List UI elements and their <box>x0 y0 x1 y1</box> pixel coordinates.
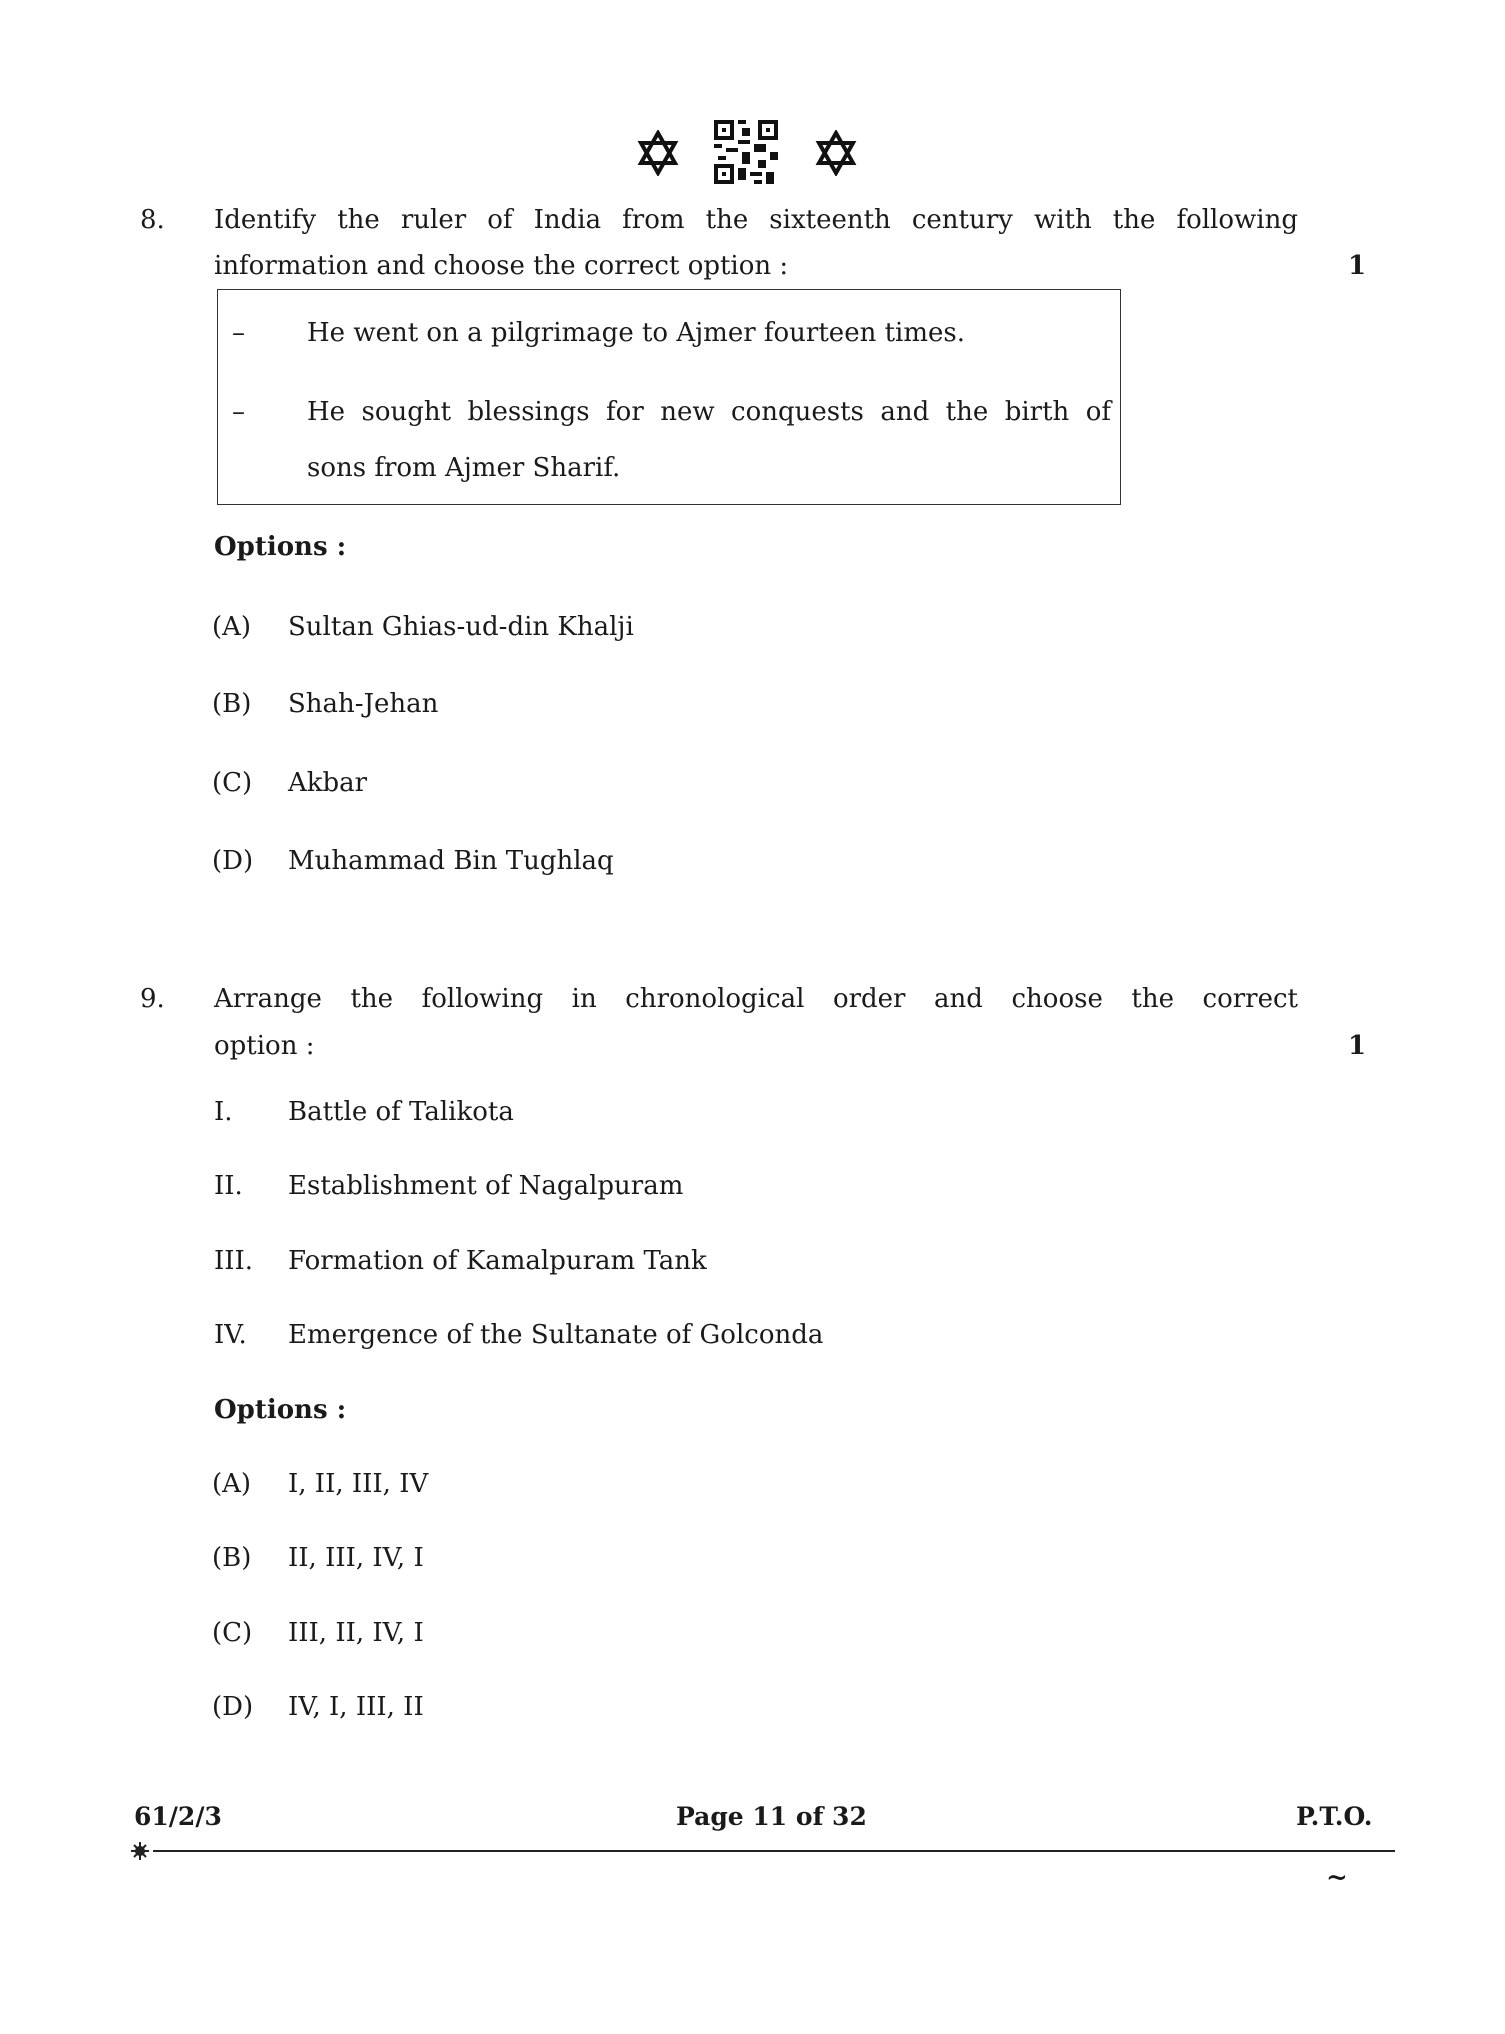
option-text: Sultan Ghias-ud-din Khalji <box>288 612 634 642</box>
clue-text: sons from Ajmer Sharif. <box>307 453 621 483</box>
question-text: information and choose the correct option : <box>214 251 789 281</box>
question-marks: 1 <box>1348 1031 1367 1061</box>
option-label: (A) <box>212 612 252 642</box>
option-text: IV, I, III, II <box>288 1692 424 1722</box>
dash: – <box>232 318 245 348</box>
item-text: Emergence of the Sultanate of Golconda <box>288 1320 824 1350</box>
option-text: III, II, IV, I <box>288 1618 424 1648</box>
clue-text: He sought blessings for new conquests and the birth of <box>307 397 1111 427</box>
paper-code: 61/2/3 <box>134 1802 222 1831</box>
item-text: Formation of Kamalpuram Tank <box>288 1246 707 1276</box>
tilde-mark: ~ <box>1326 1863 1348 1893</box>
option-label: (C) <box>212 1618 253 1648</box>
pto-label: P.T.O. <box>1296 1802 1373 1831</box>
qr-code-icon <box>714 120 778 184</box>
option-text: Muhammad Bin Tughlaq <box>288 846 614 876</box>
star-of-david-icon <box>637 130 679 176</box>
page-number: Page 11 of 32 <box>676 1802 867 1831</box>
option-text: Akbar <box>288 768 368 798</box>
star-of-david-icon <box>815 130 857 176</box>
option-label: (A) <box>212 1469 252 1499</box>
option-text: II, III, IV, I <box>288 1543 424 1573</box>
options-label: Options : <box>214 1395 347 1425</box>
option-text: Shah-Jehan <box>288 689 439 719</box>
question-text: Identify the ruler of India from the sixteenth century with the following <box>214 205 1298 235</box>
option-label: (B) <box>212 1543 252 1573</box>
dash: – <box>232 397 245 427</box>
item-label: IV. <box>214 1320 247 1350</box>
item-label: I. <box>214 1097 233 1127</box>
question-number: 9. <box>140 984 165 1014</box>
item-label: III. <box>214 1246 254 1276</box>
item-text: Establishment of Nagalpuram <box>288 1171 684 1201</box>
sun-icon <box>131 1842 149 1860</box>
question-text: Arrange the following in chronological order and choose the correct <box>214 984 1298 1014</box>
option-label: (B) <box>212 689 252 719</box>
item-text: Battle of Talikota <box>288 1097 514 1127</box>
options-label: Options : <box>214 532 347 562</box>
option-text: I, II, III, IV <box>288 1469 429 1499</box>
question-marks: 1 <box>1348 251 1367 281</box>
question-text: option : <box>214 1031 315 1061</box>
item-label: II. <box>214 1171 243 1201</box>
option-label: (D) <box>212 846 254 876</box>
clue-text: He went on a pilgrimage to Ajmer fourteen times. <box>307 318 965 348</box>
footer-divider <box>153 1850 1395 1852</box>
option-label: (C) <box>212 768 253 798</box>
option-label: (D) <box>212 1692 254 1722</box>
question-number: 8. <box>140 205 165 235</box>
